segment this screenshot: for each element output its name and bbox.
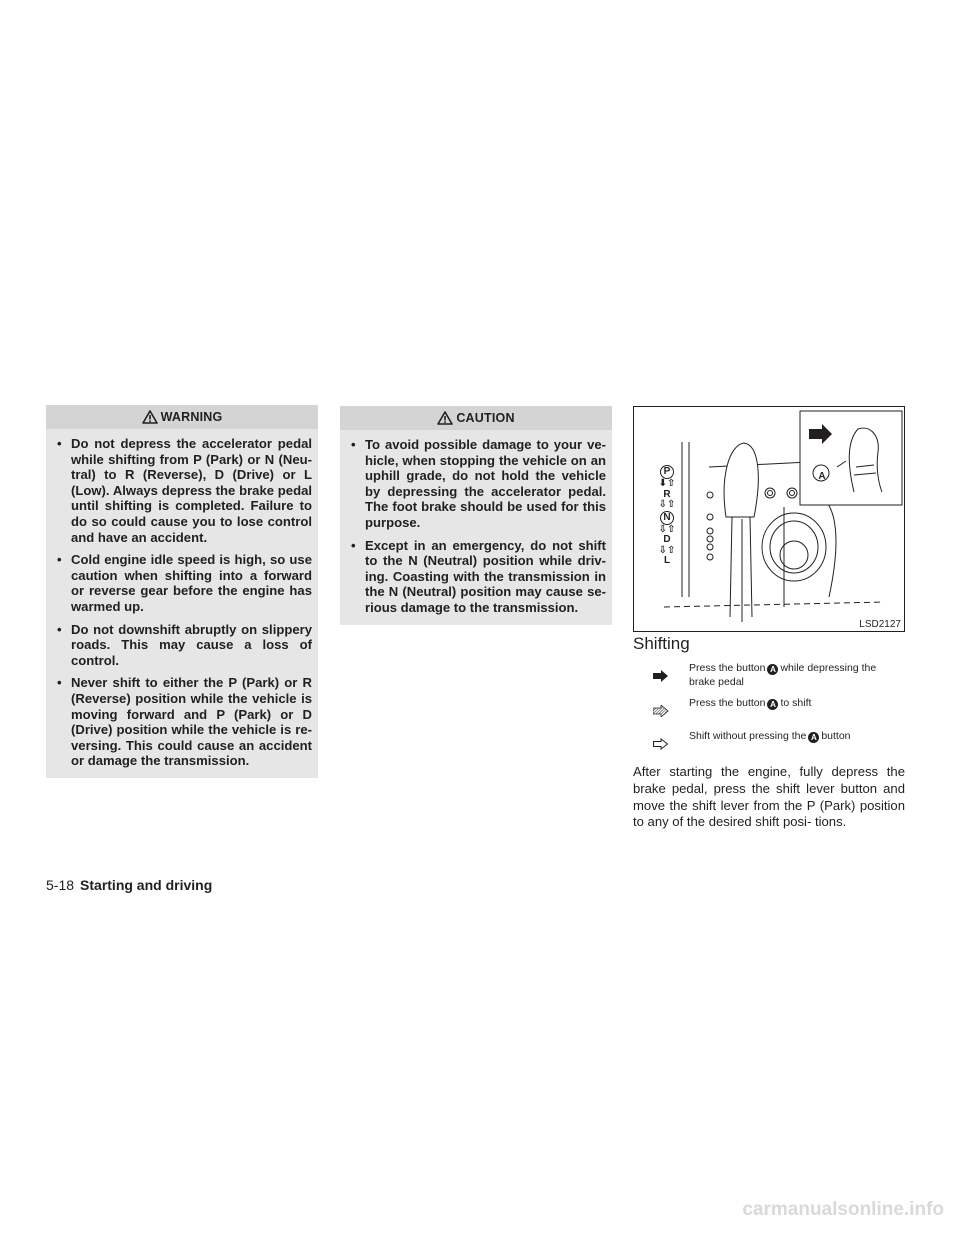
legend-text-after: to shift bbox=[780, 697, 812, 709]
gate-labels bbox=[654, 465, 680, 567]
caution-box bbox=[340, 406, 612, 625]
footer-section-title: Starting and driving bbox=[80, 877, 213, 893]
hatched-arrow-icon bbox=[653, 705, 669, 717]
warning-item: • Do not downshift abruptly on slippery roads. This may cause a loss of control. bbox=[52, 622, 312, 669]
gate-r-label: R bbox=[663, 488, 671, 500]
gate-arrow-icon: ⇩⇧ bbox=[658, 544, 676, 556]
shifting-paragraph: After starting the engine, fully depress the brake pedal, press the shift lever button and move the shift lever from the P (Park) position to any of the desired shift posi- tions. bbox=[633, 764, 905, 830]
warning-triangle-icon bbox=[142, 410, 158, 424]
gate-n-label: N bbox=[654, 511, 680, 525]
caution-triangle-icon bbox=[437, 411, 453, 425]
gate-d-label: D bbox=[663, 534, 671, 545]
illustration-code: LSD2127 bbox=[859, 619, 901, 630]
button-a-label: A bbox=[818, 471, 826, 482]
button-a-marker: A bbox=[767, 664, 778, 675]
section-title: Shifting bbox=[633, 634, 690, 653]
caution-title: CAUTION bbox=[456, 411, 515, 425]
button-a-marker: A bbox=[808, 732, 819, 743]
legend-text-after: button bbox=[821, 730, 851, 742]
caution-body bbox=[340, 430, 612, 625]
legend-row bbox=[633, 662, 905, 689]
gate-p-label: P bbox=[654, 465, 680, 479]
caution-item: • To avoid possible damage to your ve- hicle, when stopping the vehicle on an uphill grade, do not hold the vehicle by depressing the accelerator pedal. The foot brake should be used for this purpose. bbox=[346, 437, 606, 531]
gate-l-label: L bbox=[663, 555, 671, 566]
warning-item: • Do not depress the accelerator pedal while shifting from P (Park) or N (Neu- tral) to R (Reverse), D (Drive) or L (Low). Always depress the brake pedal until shifting is completed. Failure to do so could cause you to lose control and have an accident. bbox=[52, 436, 312, 545]
gate-arrow-icon: ⇩⇧ bbox=[658, 499, 676, 510]
legend-row bbox=[633, 697, 905, 717]
warning-header bbox=[46, 405, 318, 429]
page-number: 5-18 bbox=[46, 877, 75, 893]
warning-item: • Never shift to either the P (Park) or R (Reverse) position while the vehicle is moving forward and P (Park) or D (Drive) position while the vehicle is re- versing. This could cause an accident or damage the transmission. bbox=[52, 675, 312, 769]
legend-row bbox=[633, 730, 905, 750]
button-a-marker: A bbox=[767, 699, 778, 710]
solid-arrow-icon bbox=[653, 670, 669, 682]
outline-arrow-icon bbox=[653, 738, 669, 750]
legend-text-before: Press the button bbox=[689, 697, 766, 709]
page-footer bbox=[46, 877, 212, 893]
legend-text-before: Press the button bbox=[689, 662, 766, 674]
caution-header bbox=[340, 406, 612, 430]
warning-item: • Cold engine idle speed is high, so use caution when shifting into a forward or reverse gear before the engine has warmed up. bbox=[52, 552, 312, 614]
gate-arrow-icon: ⇩⇧ bbox=[658, 523, 676, 535]
caution-item: • Except in an emergency, do not shift to the N (Neutral) position while driv- ing. Coasting with the transmission in the N (Neutral) position may cause se- rious damage to the transmission. bbox=[346, 538, 606, 616]
legend-text-before: Shift without pressing the bbox=[689, 730, 807, 742]
warning-title: WARNING bbox=[160, 410, 223, 424]
warning-box bbox=[46, 405, 318, 778]
watermark: carmanualsonline.info bbox=[742, 1199, 944, 1220]
shift-lever-illustration bbox=[633, 406, 905, 632]
gate-arrow-icon: ⬇⇧ bbox=[658, 478, 676, 489]
warning-body bbox=[46, 429, 318, 778]
legend-text-after: while depressing the brake pedal bbox=[689, 662, 877, 688]
